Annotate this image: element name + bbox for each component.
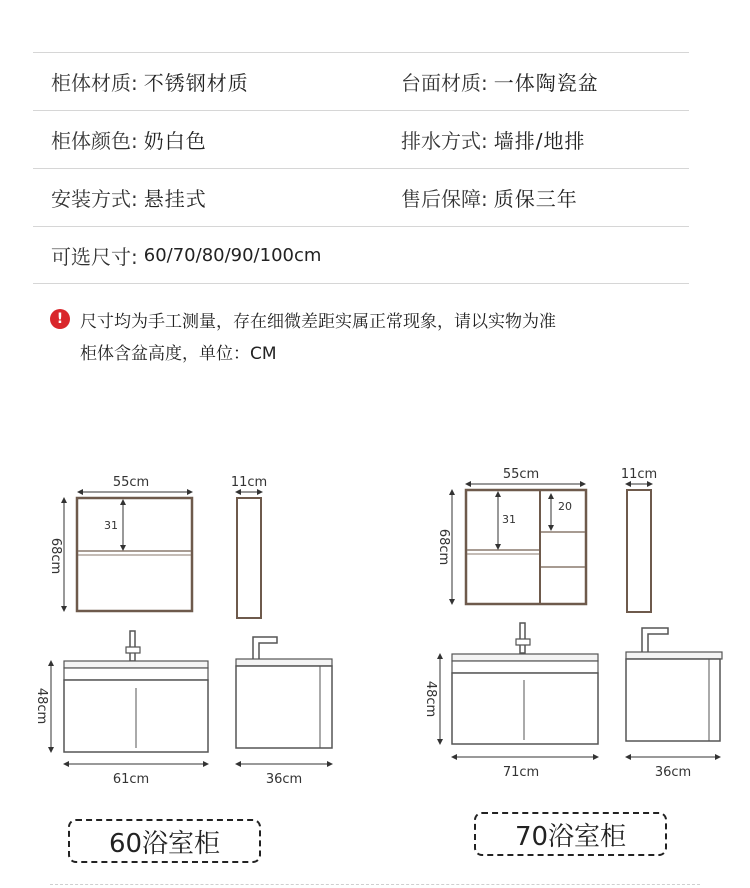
mirror-height-label: 68cm xyxy=(48,537,63,575)
basin xyxy=(64,661,208,668)
spec-value: 60/70/80/90/100cm xyxy=(143,244,322,266)
spec-value: 墙排/地排 xyxy=(493,129,586,153)
spec-drainage xyxy=(383,125,689,154)
spec-label: 售后保障: xyxy=(401,187,488,211)
basin-side xyxy=(236,659,332,666)
spec-value: 奶白色 xyxy=(143,129,207,153)
spec-value: 一体陶瓷盆 xyxy=(493,71,599,95)
base-height-label: 48cm xyxy=(423,680,438,718)
bottom-divider xyxy=(50,884,700,885)
spec-install xyxy=(33,183,383,212)
base-height-label: 48cm xyxy=(34,687,49,725)
shelf-height-label: 31 xyxy=(502,513,516,526)
warning-icon: ! xyxy=(50,309,70,329)
base-width-label: 61cm xyxy=(112,772,150,787)
base-depth-label: 36cm xyxy=(654,765,692,780)
shelf-height-label: 31 xyxy=(104,519,118,532)
mirror-side-view xyxy=(237,498,261,618)
spec-label: 安装方式: xyxy=(51,187,138,211)
spec-row xyxy=(33,52,689,110)
spec-label: 台面材质: xyxy=(401,71,488,95)
basin xyxy=(452,654,598,661)
base-cabinet-front xyxy=(452,673,598,744)
base-depth-label: 36cm xyxy=(265,772,303,787)
base-cabinet-side xyxy=(626,659,720,741)
mirror-depth-label: 11cm xyxy=(230,475,268,490)
basin-side xyxy=(626,652,722,659)
faucet xyxy=(126,647,140,653)
caption-60: 60浴室柜 xyxy=(68,819,261,863)
faucet xyxy=(516,639,530,645)
faucet-side xyxy=(642,628,668,652)
spec-row xyxy=(33,226,689,284)
caption-70: 70浴室柜 xyxy=(474,812,667,856)
base-cabinet-side xyxy=(236,666,332,748)
spec-row xyxy=(33,168,689,226)
side-shelf-height-label: 20 xyxy=(558,500,572,513)
measurement-notice xyxy=(50,305,556,365)
faucet-side xyxy=(253,637,277,659)
spec-table xyxy=(33,52,689,284)
spec-value: 不锈钢材质 xyxy=(143,71,249,95)
spec-label: 柜体材质: xyxy=(51,71,138,95)
spec-cabinet-material xyxy=(33,67,383,96)
mirror-height-label: 68cm xyxy=(436,528,451,566)
spec-row xyxy=(33,110,689,168)
notice-line xyxy=(50,305,556,333)
basin-front xyxy=(64,668,208,680)
cabinet-70-diagram xyxy=(423,467,722,780)
spec-value: 悬挂式 xyxy=(143,187,207,211)
mirror-depth-label: 11cm xyxy=(620,467,658,482)
spec-label: 可选尺寸: xyxy=(51,244,138,269)
faucet xyxy=(520,623,525,653)
spec-label: 排水方式: xyxy=(401,129,488,153)
mirror-width-label: 55cm xyxy=(502,467,540,482)
notice-line xyxy=(50,337,556,365)
mirror-width-label: 55cm xyxy=(112,475,150,490)
cabinet-60-diagram xyxy=(34,475,332,787)
basin-front xyxy=(452,661,598,673)
spec-warranty xyxy=(383,183,689,212)
mirror-side-view xyxy=(627,490,651,612)
base-width-label: 71cm xyxy=(502,765,540,780)
faucet xyxy=(130,631,135,661)
spec-top-material xyxy=(383,67,689,96)
spec-label: 柜体颜色: xyxy=(51,129,138,153)
notice-text: 尺寸均为手工测量，存在细微差距实属正常现象，请以实物为准 xyxy=(80,311,556,332)
spec-cabinet-color xyxy=(33,125,383,154)
spec-sizes xyxy=(33,241,689,270)
notice-text: 柜体含盆高度，单位：CM xyxy=(80,343,277,364)
spec-value: 质保三年 xyxy=(493,187,578,211)
